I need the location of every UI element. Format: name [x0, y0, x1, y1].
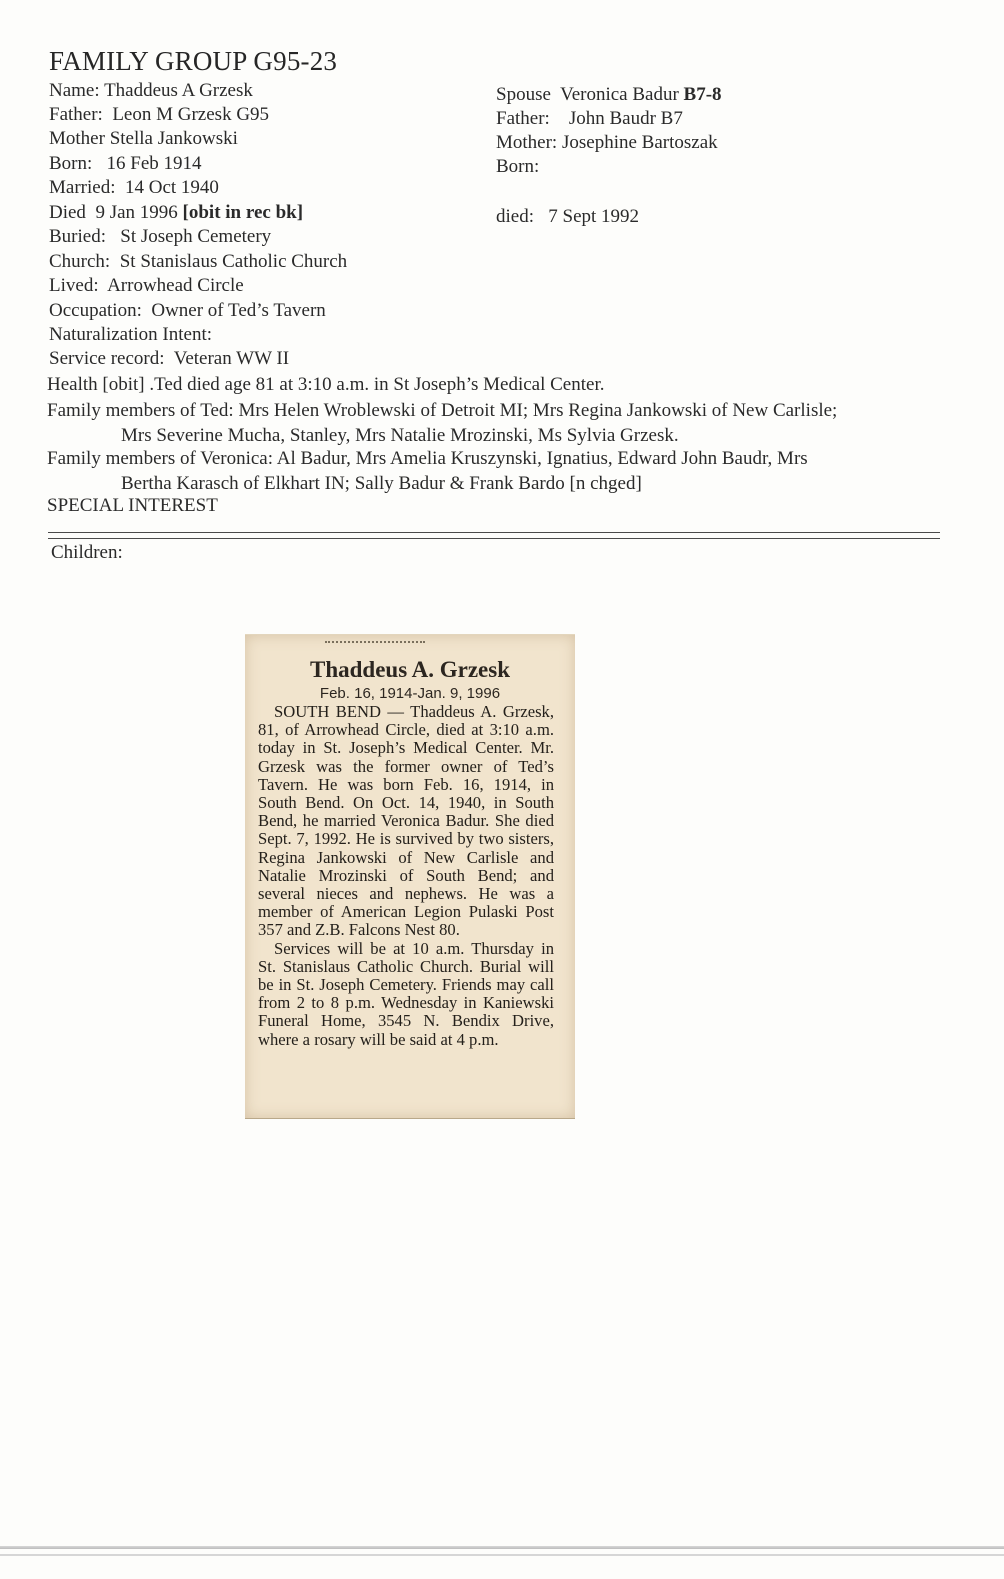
mother-label: Mother	[49, 128, 105, 149]
spouse-value: Veronica Badur	[560, 84, 679, 105]
father-value: Leon M Grzesk G95	[112, 104, 270, 125]
obituary-dates: Feb. 16, 1914-Jan. 9, 1996	[319, 685, 501, 702]
spouse-died-label: died:	[496, 206, 534, 227]
married-label: Married:	[49, 177, 116, 198]
died-label: Died	[49, 202, 86, 223]
spouse-father-label: Father:	[496, 108, 550, 129]
mother-row	[49, 128, 238, 150]
father-row	[49, 104, 269, 126]
spouse-mother-value: Josephine Bartoszak	[561, 132, 718, 153]
lived-row	[49, 275, 244, 297]
buried-label: Buried:	[49, 226, 106, 247]
service-label: Service record:	[49, 348, 165, 369]
born-value: 16 Feb 1914	[106, 153, 202, 174]
occupation-row	[49, 300, 326, 322]
spouse-mother-row	[496, 132, 718, 154]
spouse-mother-label: Mother:	[496, 132, 558, 153]
family-ted-line1: Family members of Ted: Mrs Helen Wroblewski of Detroit MI; Mrs Regina Jankowski of New Carlisle;	[47, 400, 838, 421]
family-ted-line2: Mrs Severine Mucha, Stanley, Mrs Natalie Mrozinski, Ms Sylvia Grzesk.	[121, 425, 679, 446]
married-value: 14 Oct 1940	[124, 177, 219, 198]
name-value: Thaddeus A Grzesk	[104, 80, 253, 101]
born-label: Born:	[49, 153, 93, 174]
church-label: Church:	[49, 251, 111, 272]
buried-value: St Joseph Cemetery	[120, 226, 272, 247]
clipping-torn-edge	[325, 633, 425, 643]
church-row	[49, 251, 347, 273]
family-veronica-line2: Bertha Karasch of Elkhart IN; Sally Badur & Frank Bardo [n chged]	[121, 473, 642, 494]
page-title: FAMILY GROUP G95-23	[49, 46, 338, 76]
spouse-label: Spouse	[496, 84, 551, 105]
children-label: Children:	[51, 542, 123, 563]
spouse-died-value: 7 Sept 1992	[548, 206, 640, 227]
born-row	[49, 153, 202, 175]
family-veronica-line1: Family members of Veronica: Al Badur, Mrs Amelia Kruszynski, Ignatius, Edward John Baudr, Mrs	[47, 448, 808, 469]
naturalization-label: Naturalization Intent:	[49, 324, 213, 345]
spouse-father-row	[496, 108, 683, 130]
obituary-paragraph: Services will be at 10 a.m. Thursday in St. Stanislaus Catholic Church. Burial will be in St. Joseph Cemetery. Friends may call from 2 to 8 p.m. Wednesday in Kaniewski Funeral Home, 3545 N. Bendix Drive, where a rosary will be said at 4 p.m.	[258, 938, 554, 1049]
health-line: Health [obit] .Ted died age 81 at 3:10 a.m. in St Joseph’s Medical Center.	[47, 374, 605, 395]
naturalization-row	[49, 324, 212, 346]
spouse-born-label: Born:	[496, 156, 540, 177]
obituary-paragraph: SOUTH BEND — Thaddeus A. Grzesk, 81, of Arrowhead Circle, died at 3:10 a.m. today in St. Joseph’s Medical Center. Mr. Grzesk was the former owner of Ted’s Tavern. He was born Feb. 16, 1914, in South Bend. On Oct. 14, 1940, in South Bend, he married Veronica Badur. She died Sept. 7, 1992. He is survived by two sisters, Regina Jankowski of New Carlisle and Natalie Mrozinski of South Bend; and several nieces and nephews. He was a member of American Legion Pulaski Post 357 and Z.B. Falcons Nest 80.	[258, 702, 554, 940]
father-label: Father:	[49, 104, 103, 125]
obituary-clipping	[245, 634, 575, 1119]
died-value: 9 Jan 1996	[95, 202, 178, 223]
occupation-label: Occupation:	[49, 300, 142, 321]
name-row	[49, 80, 253, 102]
spouse-born-row	[496, 156, 539, 178]
spouse-died-row	[496, 206, 639, 228]
died-row	[49, 202, 303, 224]
obit-note: [obit in rec bk]	[182, 202, 304, 223]
married-row	[49, 177, 219, 199]
scan-edge-line	[0, 1546, 1004, 1549]
spouse-row	[496, 84, 722, 106]
buried-row	[49, 226, 271, 248]
scan-edge-line	[0, 1554, 1004, 1556]
lived-value: Arrowhead Circle	[107, 275, 244, 296]
obituary-name: Thaddeus A. Grzesk	[309, 657, 510, 682]
special-interest-heading: SPECIAL INTEREST	[47, 495, 218, 516]
mother-value: Stella Jankowski	[109, 128, 238, 149]
service-row	[49, 348, 289, 370]
church-value: St Stanislaus Catholic Church	[119, 251, 348, 272]
occupation-value: Owner of Ted’s Tavern	[151, 300, 326, 321]
service-value: Veteran WW II	[173, 348, 290, 369]
obituary-body	[258, 703, 554, 1049]
section-divider	[48, 532, 940, 539]
spouse-father-value: John Baudr B7	[568, 108, 683, 129]
name-label: Name:	[49, 80, 100, 101]
lived-label: Lived:	[49, 275, 99, 296]
spouse-code: B7-8	[683, 84, 722, 105]
